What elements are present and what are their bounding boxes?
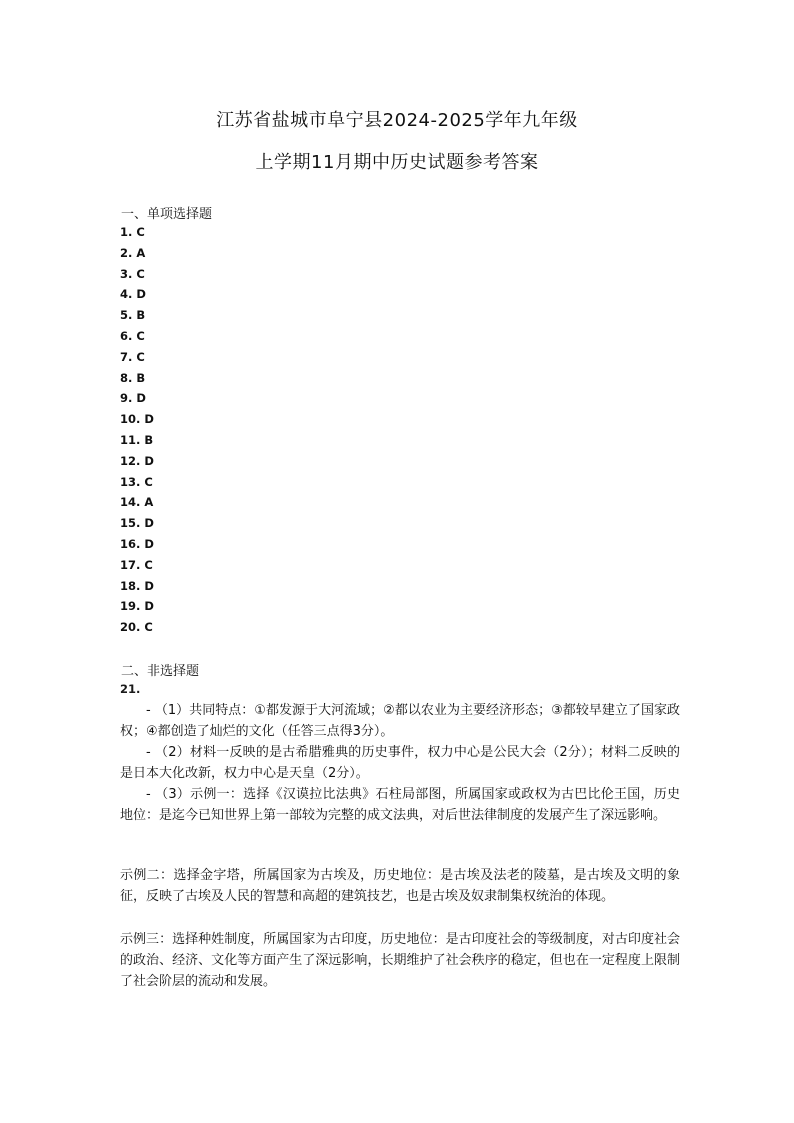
answer-item: 15. D bbox=[120, 516, 154, 531]
answer-item: 7. C bbox=[120, 349, 145, 364]
answer-item: 16. D bbox=[120, 536, 154, 551]
answer-part-2: - （2）材料一反映的是古希腊雅典的历史事件，权力中心是公民大会（2分）；材料二反映的是日本大化改新，权力中心是天皇（2分）。 bbox=[120, 745, 680, 781]
answer-item: 6. C bbox=[120, 328, 145, 343]
answer-item: 18. D bbox=[120, 578, 154, 593]
answer-list bbox=[120, 222, 154, 638]
answer-part-3: - （3）示例一：选择《汉谟拉比法典》石柱局部图，所属国家或政权为古巴比伦王国，历史地位：是迄今已知世界上第一部较为完整的成文法典，对后世法律制度的发展产生了深远影响。 bbox=[120, 787, 680, 823]
answer-item: 12. D bbox=[120, 453, 154, 468]
answer-item: 1. C bbox=[120, 225, 145, 239]
answer-item: 10. D bbox=[120, 412, 154, 427]
section-heading-non-choice: 二、非选择题 bbox=[121, 664, 200, 679]
answer-item: 17. C bbox=[120, 557, 153, 572]
answer-example-2: 示例二：选择金字塔，所属国家为古埃及，历史地位：是古埃及法老的陵墓，是古埃及文明的象征，反映了古埃及人民的智慧和高超的建筑技艺，也是古埃及奴隶制集权统治的体现。 bbox=[120, 868, 680, 904]
answer-item: 14. A bbox=[120, 495, 154, 510]
question-number: 21. bbox=[120, 682, 141, 696]
answer-item: 13. C bbox=[120, 474, 153, 489]
answer-item: 2. A bbox=[120, 245, 146, 260]
answer-item: 4. D bbox=[120, 287, 146, 302]
answer-item: 20. C bbox=[120, 620, 153, 635]
answer-item: 19. D bbox=[120, 599, 154, 614]
answer-item: 3. C bbox=[120, 266, 145, 281]
answer-item: 11. B bbox=[120, 432, 154, 447]
section-heading-multiple-choice: 一、单项选择题 bbox=[121, 207, 213, 222]
answer-item: 9. D bbox=[120, 391, 146, 406]
answer-example-3: 示例三：选择种姓制度，所属国家为古印度，历史地位：是古印度社会的等级制度，对古印度社会的政治、经济、文化等方面产生了深远影响，长期维护了社会秩序的稳定，但也在一定程度上限制了社会阶层的流动和发展。 bbox=[120, 932, 680, 989]
answer-part-1: - （1）共同特点：①都发源于大河流域；②都以农业为主要经济形态；③都较早建立了国家政权；④都创造了灿烂的文化（任答三点得3分）。 bbox=[120, 703, 680, 739]
document-title-line-2: 上学期11月期中历史试题参考答案 bbox=[255, 152, 539, 173]
answer-item: 8. B bbox=[120, 370, 146, 385]
document-title-line-1: 江苏省盐城市阜宁县2024-2025学年九年级 bbox=[216, 110, 578, 131]
answer-item: 5. B bbox=[120, 308, 146, 323]
